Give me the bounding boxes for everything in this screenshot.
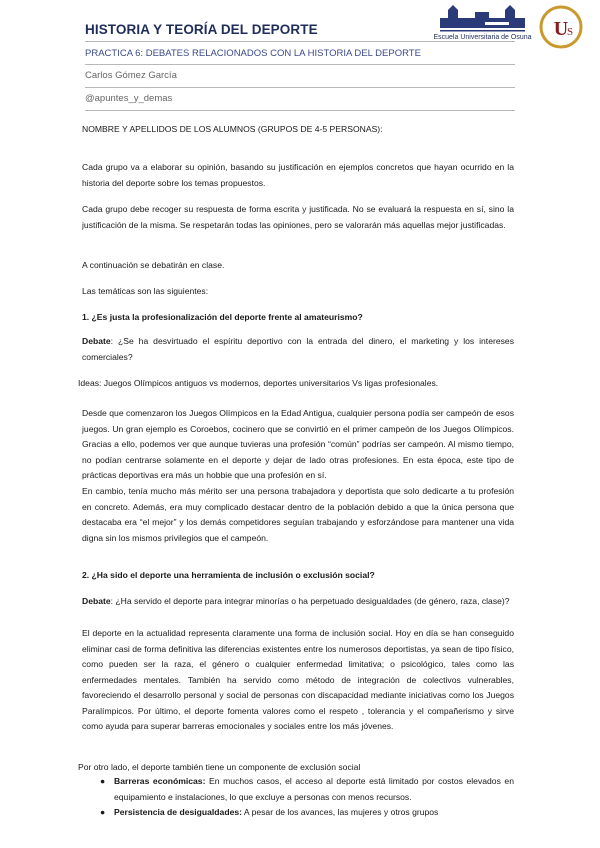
list-item-text: En muchos casos, el acceso al deporte está limitado por costos elevados en equipamiento e instalaciones, lo que excluye a personas con menos recursos. [114,776,514,802]
exclusion-intro: Por otro lado, el deporte también tiene un componente de exclusión social [78,762,361,772]
divider [85,87,515,88]
answer-1-continued: En cambio, tenía mucho más mérito ser una persona trabajadora y deportista que solo dedicarte a tu profesión en concreto. Además, era muy complicado destacar dentro de la población debido a que la única persona que destacaba era “el mejor” y los demás competidores seguían trabajando y esforzándose para mantener una vida digna sin los mismos privilegios que el campeón. [82,486,514,543]
topics-intro: Las temáticas son las siguientes: [82,286,209,296]
ideas-line: Ideas: Juegos Olímpicos antiguos vs modernos, deportes universitarios Vs ligas profesionales. [78,378,439,388]
divider [85,64,515,65]
svg-text:S: S [566,26,574,38]
debate-text: : ¿Ha servido el deporte para integrar minorías o ha perpetuado desigualdades (de género, raza, clase)? [110,596,510,606]
practice-title: PRACTICA 6: DEBATES RELACIONADOS CON LA HISTORIA DEL DEPORTE [85,48,421,59]
list-item [100,805,514,821]
question-1: 1. ¿Es justa la profesionalización del deporte frente al amateurismo? [82,312,363,322]
bullet-icon: ● [100,776,106,786]
divider [85,110,515,111]
answer-2-paragraph: El deporte en la actualidad representa claramente una forma de inclusión social. Hoy en día se han conseguido eliminar casi de forma definitiva las diferencias existentes entre los numerosos deportistas, ya sean de tipo físico, como pueden ser la raza, el género o cualquier enfermedad limitativa; o psicológico, tales como las enfermedades mentales. También ha servido como método de integración de colectivos vulnerables, favoreciendo el desarrollo personal y social de personas con discapacidad mediante iniciativas como los Juegos Paralímpicos. Por último, el deporte fomenta valores como el respeto , tolerancia y el compañerismo y sirve como ayuda para superar barreras emocionales y sociales entre los más jóvenes. [82,628,514,731]
list-item-label: Persistencia de desigualdades: [114,807,243,817]
author-handle: @apuntes_y_demas [85,93,173,104]
debate-note: A continuación se debatirán en clase. [82,260,225,270]
university-seal-icon [537,3,591,51]
school-logo [430,4,535,44]
question-2-debate [82,594,514,610]
school-building-icon [430,4,535,34]
students-names-line: NOMBRE Y APELLIDOS DE LOS ALUMNOS (GRUPOS DE 4-5 PERSONAS): [82,124,383,134]
list-item-text: A pesar de los avances, las mujeres y otros grupos [242,807,439,817]
list-item [100,774,514,805]
document-title: HISTORIA Y TEORÍA DEL DEPORTE [85,22,318,37]
debate-text: : ¿Se ha desvirtuado el espíritu deportivo con la entrada del dinero, el marketing y los intereses comerciales? [82,336,514,362]
debate-label: Debate [82,596,111,606]
document-header [85,0,600,110]
evaluation-paragraph: Cada grupo debe recoger su respuesta de forma escrita y justificada. No se evaluará la respuesta en sí, sino la justificación de la misma. Se respetarán todas las opiniones, pero se valorarán más aquellas mejor justificadas. [82,204,514,230]
school-logo-text: Escuela Universitaria de Osuna [433,34,532,41]
question-2: 2. ¿Ha sido el deporte una herramienta de inclusión o exclusión social? [82,570,375,580]
list-item-label: Barreras económicas: [114,776,206,786]
answer-1-paragraph: Desde que comenzaron los Juegos Olímpicos en la Edad Antigua, cualquier persona podía ser campeón de esos juegos. Un gran ejemplo es Coroebos, cocinero que se convirtió en el primer campeón de los Juegos Olímpicos. Gracias a ello, podemos ver que aunque tuvieras una profesión “común” podrías ser campeón. Al mismo tiempo, no podían centrarse solamente en el deporte y dejar de lado otras profesiones. En esta época, este tipo de prácticas deportivas era más un hobbie que una profesión en sí. [82,408,514,480]
svg-text:U: U [553,18,569,40]
author-name: Carlos Gómez García [85,70,177,81]
question-1-debate [82,334,514,365]
debate-label: Debate [82,336,111,346]
university-seal [537,3,591,51]
bullet-icon: ● [100,807,106,817]
instructions-paragraph: Cada grupo va a elaborar su opinión, basando su justificación en ejemplos concretos que hayan ocurrido en la historia del deporte sobre los temas propuestos. [82,162,514,188]
